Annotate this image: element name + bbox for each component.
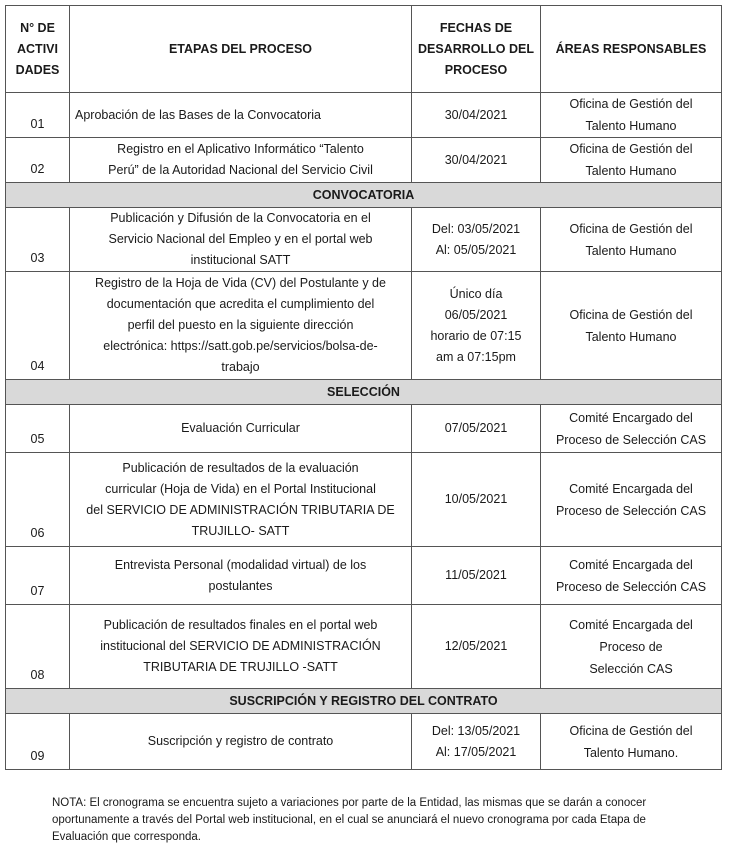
area-line: Proceso de <box>599 639 663 654</box>
date-line: 10/05/2021 <box>444 492 508 506</box>
activity-area <box>541 208 722 272</box>
area-line: Talento Humano <box>585 119 677 133</box>
schedule-table <box>5 5 722 770</box>
section-row <box>6 380 722 405</box>
activity-stage <box>70 208 412 272</box>
stage-line: Perú” de la Autoridad Nacional del Servicio Civil <box>108 163 373 177</box>
section-row <box>6 689 722 714</box>
stage-line: Publicación de resultados finales en el portal web <box>103 618 378 632</box>
activity-number: 09 <box>6 714 70 770</box>
activity-area <box>541 453 722 547</box>
header-num-line: N° DE <box>20 20 55 35</box>
activity-area <box>541 605 722 689</box>
activity-row <box>6 547 722 605</box>
date-line: 07/05/2021 <box>444 421 508 435</box>
section-seleccion: SELECCIÓN <box>6 380 722 405</box>
activity-number: 03 <box>6 208 70 272</box>
activity-stage <box>70 405 412 453</box>
area-line: Oficina de Gestión del <box>569 723 693 738</box>
stage-line: curricular (Hoja de Vida) en el Portal Institucional <box>105 481 376 496</box>
header-dates-line: DESARROLLO DEL <box>418 41 534 56</box>
stage-line: Entrevista Personal (modalidad virtual) de los <box>114 557 367 572</box>
stage-line: Publicación y Difusión de la Convocatoria en el <box>110 211 371 225</box>
section-row <box>6 183 722 208</box>
stage-line: Aprobación de las Bases de la Convocatoria <box>75 107 321 122</box>
date-line: Del: 13/05/2021 <box>431 723 521 738</box>
activity-date <box>412 93 541 138</box>
area-line: Proceso de Selección CAS <box>555 432 707 447</box>
stage-line: Suscripción y registro de contrato <box>147 734 334 748</box>
activity-number: 06 <box>6 453 70 547</box>
date-line: Del: 03/05/2021 <box>431 221 521 236</box>
date-line: 30/04/2021 <box>444 107 508 122</box>
activity-stage <box>70 714 412 770</box>
header-dates-line: PROCESO <box>444 62 508 77</box>
date-line: Único día <box>449 286 503 301</box>
stage-line: Registro de la Hoja de Vida (CV) del Postulante y de <box>95 276 386 290</box>
activity-date <box>412 272 541 380</box>
activity-row <box>6 405 722 453</box>
activity-group <box>6 714 722 770</box>
activity-stage <box>70 453 412 547</box>
activity-number: 04 <box>6 272 70 380</box>
stage-line: institucional del SERVICIO DE ADMINISTRACIÓN <box>100 639 381 653</box>
header-dates-line: FECHAS DE <box>439 20 513 35</box>
stage-line: TRUJILLO- SATT <box>191 523 290 538</box>
area-line: Talento Humano <box>585 329 677 344</box>
section-suscripcion: SUSCRIPCIÓN Y REGISTRO DEL CONTRATO <box>6 689 722 714</box>
stage-line: perfil del puesto en la siguiente dirección <box>127 318 354 332</box>
stage-line: Evaluación Curricular <box>181 421 300 435</box>
activity-date <box>412 138 541 183</box>
activity-row <box>6 208 722 272</box>
date-line: horario de 07:15 <box>430 328 522 343</box>
activity-stage <box>70 547 412 605</box>
activity-date <box>412 453 541 547</box>
activity-area <box>541 547 722 605</box>
activity-group <box>6 93 722 183</box>
activity-stage <box>70 605 412 689</box>
stage-line: electrónica: https://satt.gob.pe/servicios/bolsa-de- <box>103 339 378 353</box>
area-line: Proceso de Selección CAS <box>555 579 707 594</box>
header-stages: ETAPAS DEL PROCESO <box>70 6 412 93</box>
activity-group <box>6 208 722 380</box>
header-num-line: DADES <box>15 62 60 77</box>
stage-line: documentación que acredita el cumplimiento del <box>106 297 375 311</box>
area-line: Proceso de Selección CAS <box>555 503 707 518</box>
stage-line: institucional SATT <box>190 253 291 267</box>
activity-date <box>412 547 541 605</box>
activity-row <box>6 272 722 380</box>
activity-stage <box>70 93 412 138</box>
area-line: Talento Humano <box>585 164 677 178</box>
activity-stage <box>70 272 412 380</box>
activity-row <box>6 605 722 689</box>
area-line: Talento Humano <box>585 243 677 258</box>
activity-area <box>541 93 722 138</box>
stage-line: TRIBUTARIA DE TRUJILLO -SATT <box>143 660 338 674</box>
activity-area <box>541 138 722 183</box>
stage-line: postulantes <box>208 578 273 593</box>
header-areas: ÁREAS RESPONSABLES <box>541 6 722 93</box>
activity-date <box>412 605 541 689</box>
date-line: 06/05/2021 <box>444 307 508 322</box>
stage-line: Publicación de resultados de la evaluación <box>122 460 359 475</box>
header-activity-number <box>6 6 70 93</box>
stage-line: trabajo <box>221 360 260 374</box>
activity-number: 05 <box>6 405 70 453</box>
activity-area <box>541 405 722 453</box>
activity-number: 07 <box>6 547 70 605</box>
area-line: Oficina de Gestión del <box>569 97 693 111</box>
date-line: 30/04/2021 <box>444 152 508 167</box>
activity-number: 02 <box>6 138 70 183</box>
footnote: NOTA: El cronograma se encuentra sujeto a variaciones por parte de la Entidad, las mismas que se darán a conocer oportunamente a través del Portal web institucional, en el cual se anunciará el nuevo cronograma por cada Etapa de Evaluación que corresponda. <box>52 797 647 843</box>
date-line: Al: 05/05/2021 <box>435 242 517 257</box>
activity-row <box>6 714 722 770</box>
area-line: Selección CAS <box>589 661 673 676</box>
date-line: 11/05/2021 <box>445 568 507 582</box>
area-line: Talento Humano. <box>583 745 679 760</box>
activity-date <box>412 714 541 770</box>
area-line: Comité Encargada del <box>569 617 693 632</box>
activity-group <box>6 405 722 689</box>
date-line: 12/05/2021 <box>444 639 508 653</box>
stage-line: del SERVICIO DE ADMINISTRACIÓN TRIBUTARIA DE <box>86 502 395 517</box>
area-line: Oficina de Gestión del <box>569 221 693 236</box>
activity-row <box>6 453 722 547</box>
date-line: am a 07:15pm <box>436 349 516 364</box>
section-convocatoria: CONVOCATORIA <box>6 183 722 208</box>
stage-line: Registro en el Aplicativo Informático “Talento <box>117 142 364 156</box>
activity-stage <box>70 138 412 183</box>
activity-row <box>6 93 722 138</box>
activity-area <box>541 272 722 380</box>
date-line: Al: 17/05/2021 <box>435 744 517 759</box>
area-line: Comité Encargada del <box>569 557 693 572</box>
header-row <box>6 6 722 93</box>
area-line: Comité Encargada del <box>569 481 693 496</box>
area-line: Comité Encargado del <box>569 410 693 425</box>
header-dates <box>412 6 541 93</box>
activity-number: 01 <box>6 93 70 138</box>
stage-line: Servicio Nacional del Empleo y en el portal web <box>108 232 373 246</box>
area-line: Oficina de Gestión del <box>569 142 693 156</box>
activity-date <box>412 208 541 272</box>
activity-number: 08 <box>6 605 70 689</box>
header-num-line: ACTIVI <box>17 41 58 56</box>
activity-row <box>6 138 722 183</box>
area-line: Oficina de Gestión del <box>569 307 693 322</box>
activity-area <box>541 714 722 770</box>
activity-date <box>412 405 541 453</box>
